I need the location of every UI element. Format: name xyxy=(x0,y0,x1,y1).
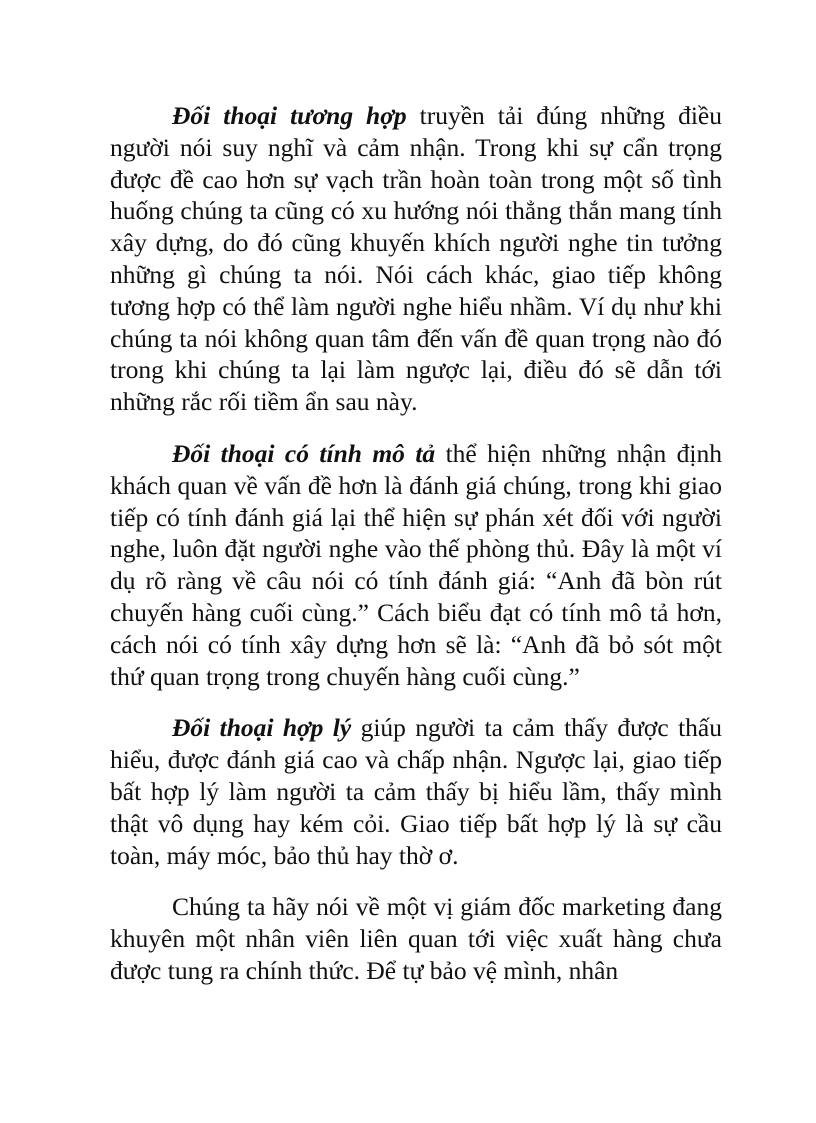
term-heading: Đối thoại hợp lý xyxy=(172,713,352,743)
paragraph-text: Chúng ta hãy nói về một vị giám đốc marketing đang khuyên một nhân viên liên quan tới việc xuất hàng chưa được tung ra chính thức. Để tự bảo vệ mình, nhân xyxy=(110,892,722,985)
term-heading: Đối thoại tương hợp xyxy=(172,101,407,130)
body-text xyxy=(110,100,722,987)
paragraph-text: truyền tải đúng những điều người nói suy nghĩ và cảm nhận. Trong khi sự cẩn trọng được đề cao hơn sự vạch trần hoàn toàn trong một số tình huống chúng ta cũng có xu hướng nói thẳng thắn mang tính xây dựng, do đó cũng khuyến khích người nghe tin tưởng những gì chúng ta nói. Nói cách khác, giao tiếp không tương hợp có thể làm người nghe hiểu nhầm. Ví dụ như khi chúng ta nói không quan tâm đến vấn đề quan trọng nào đó trong khi chúng ta lại làm ngược lại, điều đó sẽ dẫn tới những rắc rối tiềm ẩn sau này. xyxy=(110,101,722,417)
paragraph-text: thể hiện những nhận định khách quan về vấn đề hơn là đánh giá chúng, trong khi giao tiếp có tính đánh giá lại thể hiện sự phán xét đối với người nghe, luôn đặt người nghe vào thế phòng thủ. Đây là một ví dụ rõ ràng về câu nói có tính đánh giá: “Anh đã bòn rút chuyến hàng cuối cùng.” Cách biểu đạt có tính mô tả hơn, cách nói có tính xây dựng hơn sẽ là: “Anh đã bỏ sót một thứ quan trọng trong chuyến hàng cuối cùng.” xyxy=(110,438,722,691)
paragraph-descriptive-dialogue xyxy=(110,438,722,692)
paragraph-reasonable-dialogue xyxy=(110,712,722,871)
paragraph-example-marketing xyxy=(110,891,722,986)
term-heading: Đối thoại có tính mô tả xyxy=(172,438,436,468)
paragraph-congruent-dialogue xyxy=(110,100,722,418)
paragraph-text: giúp người ta cảm thấy được thấu hiểu, được đánh giá cao và chấp nhận. Ngược lại, giao tiếp bất hợp lý làm người ta cảm thấy bị hiểu lầm, thấy mình thật vô dụng hay kém cỏi. Giao tiếp bất hợp lý là sự cầu toàn, máy móc, bảo thủ hay thờ ơ. xyxy=(110,713,722,870)
